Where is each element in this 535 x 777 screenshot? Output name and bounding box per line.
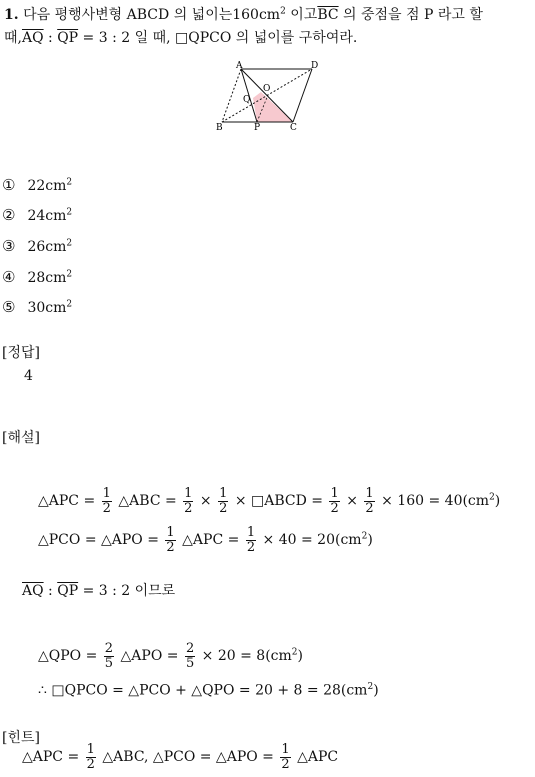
ratio-text: = 3 : 2 이므로: [78, 583, 176, 599]
solution-equation-1: [38, 487, 500, 515]
parallelogram-figure: [210, 58, 325, 138]
superscript: 2: [66, 269, 73, 280]
segment-qp: $\overline{QP}$: [57, 583, 79, 599]
eq-text: △PCO = △APO =: [38, 532, 159, 549]
eq-text: △APC =: [182, 532, 240, 549]
fraction: $\frac{2}{5}$: [185, 641, 195, 671]
hint-equation: [22, 743, 338, 771]
eq-text: △APO =: [120, 648, 179, 665]
fraction: $\frac{1}{2}$: [281, 742, 290, 772]
segment-aq: $\overline{AQ}$: [22, 583, 44, 599]
label-b: B: [216, 123, 223, 133]
label-a: A: [236, 61, 243, 71]
fraction: $\frac{1}{2}$: [166, 525, 175, 555]
superscript: 2: [66, 207, 73, 218]
choice-value: 26cm: [27, 239, 67, 255]
label-c: C: [290, 123, 297, 133]
solution-equation-3: [38, 642, 303, 670]
problem-text-c: 의 중점을 점 P 라고 할: [338, 7, 483, 23]
superscript: 2: [291, 647, 298, 658]
label-p: P: [254, 123, 261, 133]
choice-marker: ①: [2, 176, 16, 194]
choice-4[interactable]: [2, 268, 72, 286]
solution-ratio-line: [22, 580, 175, 600]
eq-text: × 160 = 40(cm: [381, 493, 490, 510]
problem-text-b: 이고: [285, 7, 318, 23]
problem-number: 1.: [4, 7, 19, 23]
choice-value: 30cm: [27, 300, 67, 316]
problem-line-1: [4, 4, 483, 24]
eq-text: × 40 = 20(cm: [262, 532, 362, 549]
colon: :: [43, 30, 58, 46]
eq-text: △ABC, △PCO = △APO =: [102, 749, 274, 766]
choice-value: 28cm: [27, 270, 67, 286]
fraction: $\frac{1}{2}$: [246, 525, 256, 555]
edge-ab: [222, 69, 241, 122]
choice-value: 22cm: [27, 178, 67, 194]
problem-line-2: [4, 27, 357, 47]
hint-heading: [힌트]: [2, 730, 40, 746]
choice-marker: ④: [2, 268, 16, 286]
eq-text: △ABC =: [118, 493, 177, 510]
eq-text: ): [373, 682, 379, 699]
eq-text: ): [297, 648, 303, 665]
choice-2[interactable]: [2, 206, 72, 224]
choice-marker: ⑤: [2, 298, 16, 316]
superscript: 2: [280, 6, 286, 17]
solution-equation-2: [38, 526, 373, 554]
choice-marker: ②: [2, 206, 16, 224]
eq-text: △QPO =: [38, 648, 98, 665]
choice-3[interactable]: [2, 237, 72, 255]
superscript: 2: [66, 299, 73, 310]
fraction: $\frac{1}{2}$: [365, 486, 374, 516]
superscript: 2: [489, 492, 495, 503]
fraction: $\frac{1}{2}$: [102, 486, 111, 516]
segment-aq: $\overline{AQ}$: [21, 30, 44, 46]
eq-text: ∴ □QPCO = △PCO + △QPO = 20 + 8 = 28(cm: [38, 682, 368, 699]
eq-text: × 20 = 8(cm: [201, 648, 292, 665]
answer-value: 4: [24, 368, 33, 384]
superscript: 2: [66, 238, 73, 249]
label-o: O: [263, 84, 271, 94]
eq-text: ×: [199, 493, 212, 510]
eq-text: ): [367, 532, 373, 549]
eq-text: × □ABCD =: [234, 493, 324, 510]
eq-text: △APC =: [38, 493, 96, 510]
label-q: Q: [243, 95, 251, 105]
eq-text: ): [494, 493, 501, 510]
label-d: D: [311, 61, 319, 71]
eq-text: ×: [346, 493, 358, 510]
segment-bc: $\overline{BC}$: [317, 7, 339, 23]
problem-text-a: 다음 평행사변형 ABCD 의 넓이는160cm: [23, 7, 281, 23]
eq-text: △APC: [297, 749, 339, 766]
solution-equation-4: [38, 682, 379, 699]
superscript: 2: [367, 682, 374, 692]
fraction: $\frac{2}{5}$: [104, 641, 114, 671]
choice-marker: ③: [2, 237, 16, 255]
problem-text-e: = 3 : 2 일 때, □QPCO 의 넓이를 구하여라.: [78, 30, 358, 46]
superscript: 2: [361, 531, 368, 542]
edge-dc: [293, 69, 312, 122]
fraction: $\frac{1}{2}$: [219, 486, 228, 516]
colon: :: [43, 583, 58, 599]
fraction: $\frac{1}{2}$: [86, 742, 95, 772]
superscript: 2: [66, 177, 73, 188]
segment-qp: $\overline{QP}$: [57, 30, 79, 46]
problem-text-d: 때,: [4, 30, 22, 46]
solution-heading: [해설]: [2, 430, 40, 446]
choice-5[interactable]: [2, 298, 72, 316]
eq-text: △APC =: [22, 749, 80, 766]
choice-1[interactable]: [2, 176, 72, 194]
choice-value: 24cm: [27, 208, 67, 224]
answer-heading: [정답]: [2, 345, 40, 361]
fraction: $\frac{1}{2}$: [330, 486, 339, 516]
fraction: $\frac{1}{2}$: [184, 486, 193, 516]
